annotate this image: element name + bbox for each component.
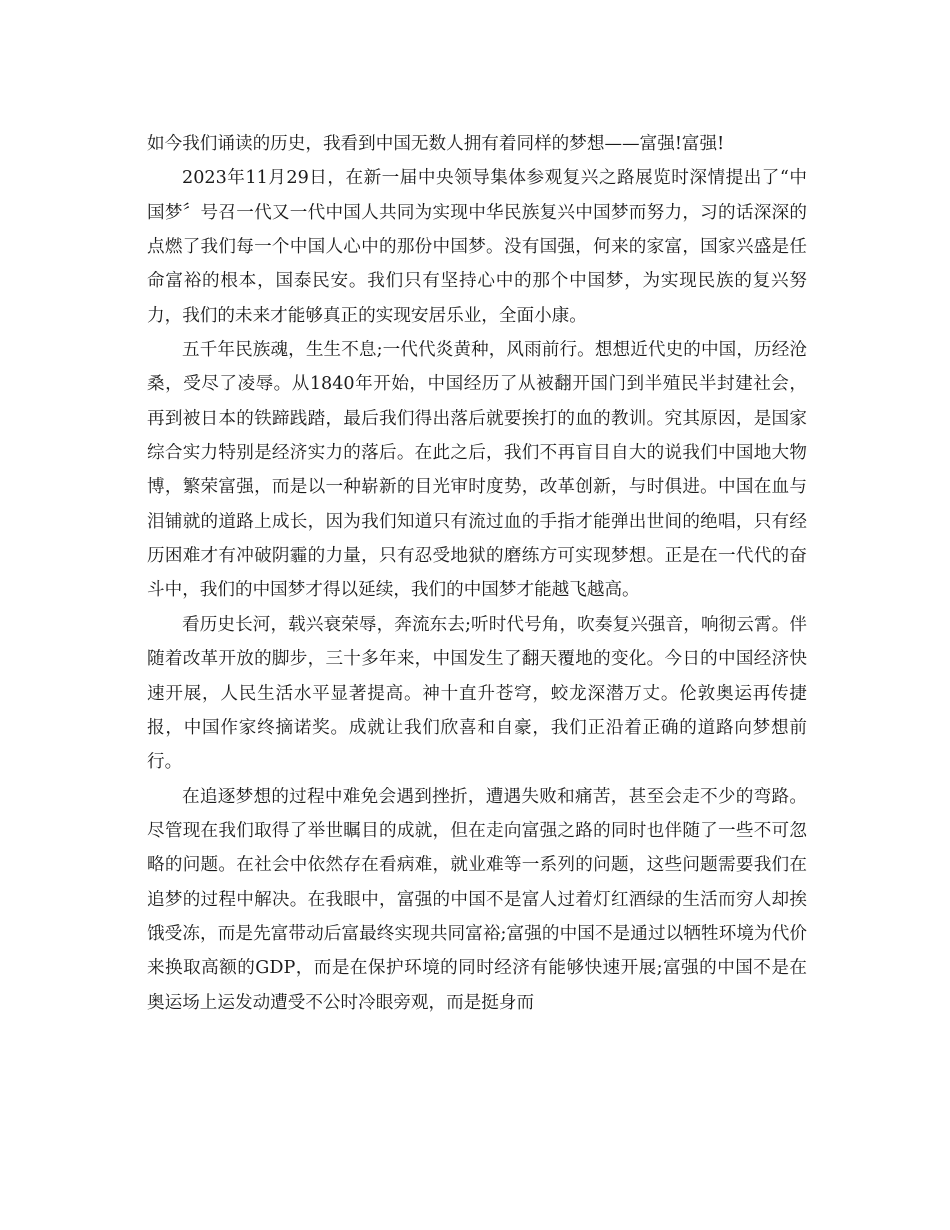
paragraph-4: 看历史长河，载兴衰荣辱，奔流东去;听时代号角，吹奏复兴强音，响彻云霄。伴随着改革开放的脚步，三十多年来，中国发生了翻天覆地的变化。今日的中国经济快速开展，人民生活水平显著提高。神十直升苍穹，蛟龙深潜万丈。伦敦奥运再传捷报，中国作家终摘诺奖。成就让我们欣喜和自豪，我们正沿着正确的道路向梦想前行。 xyxy=(147,614,807,773)
document-body xyxy=(147,127,807,1020)
paragraph-1: 如今我们诵读的历史，我看到中国无数人拥有着同样的梦想——富强!富强! xyxy=(147,134,725,154)
paragraph-5: 在追逐梦想的过程中难免会遇到挫折，遭遇失败和痛苦，甚至会走不少的弯路。尽管现在我们取得了举世瞩目的成就，但在走向富强之路的同时也伴随了一些不可忽略的问题。在社会中依然存在看病难，就业难等一系列的问题，这些问题需要我们在追梦的过程中解决。在我眼中，富强的中国不是富人过着灯红酒绿的生活而穷人却挨饿受冻，而是先富带动后富最终实现共同富裕;富强的中国不是通过以牺牲环境为代价来换取高额的GDP，而是在保护环境的同时经济有能够快速开展;富强的中国不是在奥运场上运发动遭受不公时冷眼旁观，而是挺身而 xyxy=(147,786,807,1013)
paragraph-3: 五千年民族魂，生生不息;一代代炎黄种，风雨前行。想想近代史的中国，历经沧桑，受尽了凌辱。从1840年开始，中国经历了从被翻开国门到半殖民半封建社会，再到被日本的铁蹄践踏，最后我们得出落后就要挨打的血的教训。究其原因，是国家综合实力特别是经济实力的落后。在此之后，我们不再盲目自大的说我们中国地大物博，繁荣富强，而是以一种崭新的目光审时度势，改革创新，与时俱进。中国在血与泪铺就的道路上成长，因为我们知道只有流过血的手指才能弹出世间的绝唱，只有经历困难才有冲破阴霾的力量，只有忍受地狱的磨练方可实现梦想。正是在一代代的奋斗中，我们的中国梦才得以延续，我们的中国梦才能越飞越高。 xyxy=(147,340,807,601)
paragraph-2: 2023年11月29日，在新一届中央领导集体参观复兴之路展览时深情提出了“中国梦〞号召一代又一代中国人共同为实现中华民族复兴中国梦而努力，习的话深深的点燃了我们每一个中国人心中的那份中国梦。没有国强，何来的家富，国家兴盛是任命富裕的根本，国泰民安。我们只有坚持心中的那个中国梦，为实现民族的复兴努力，我们的未来才能够真正的实现安居乐业，全面小康。 xyxy=(147,168,807,326)
